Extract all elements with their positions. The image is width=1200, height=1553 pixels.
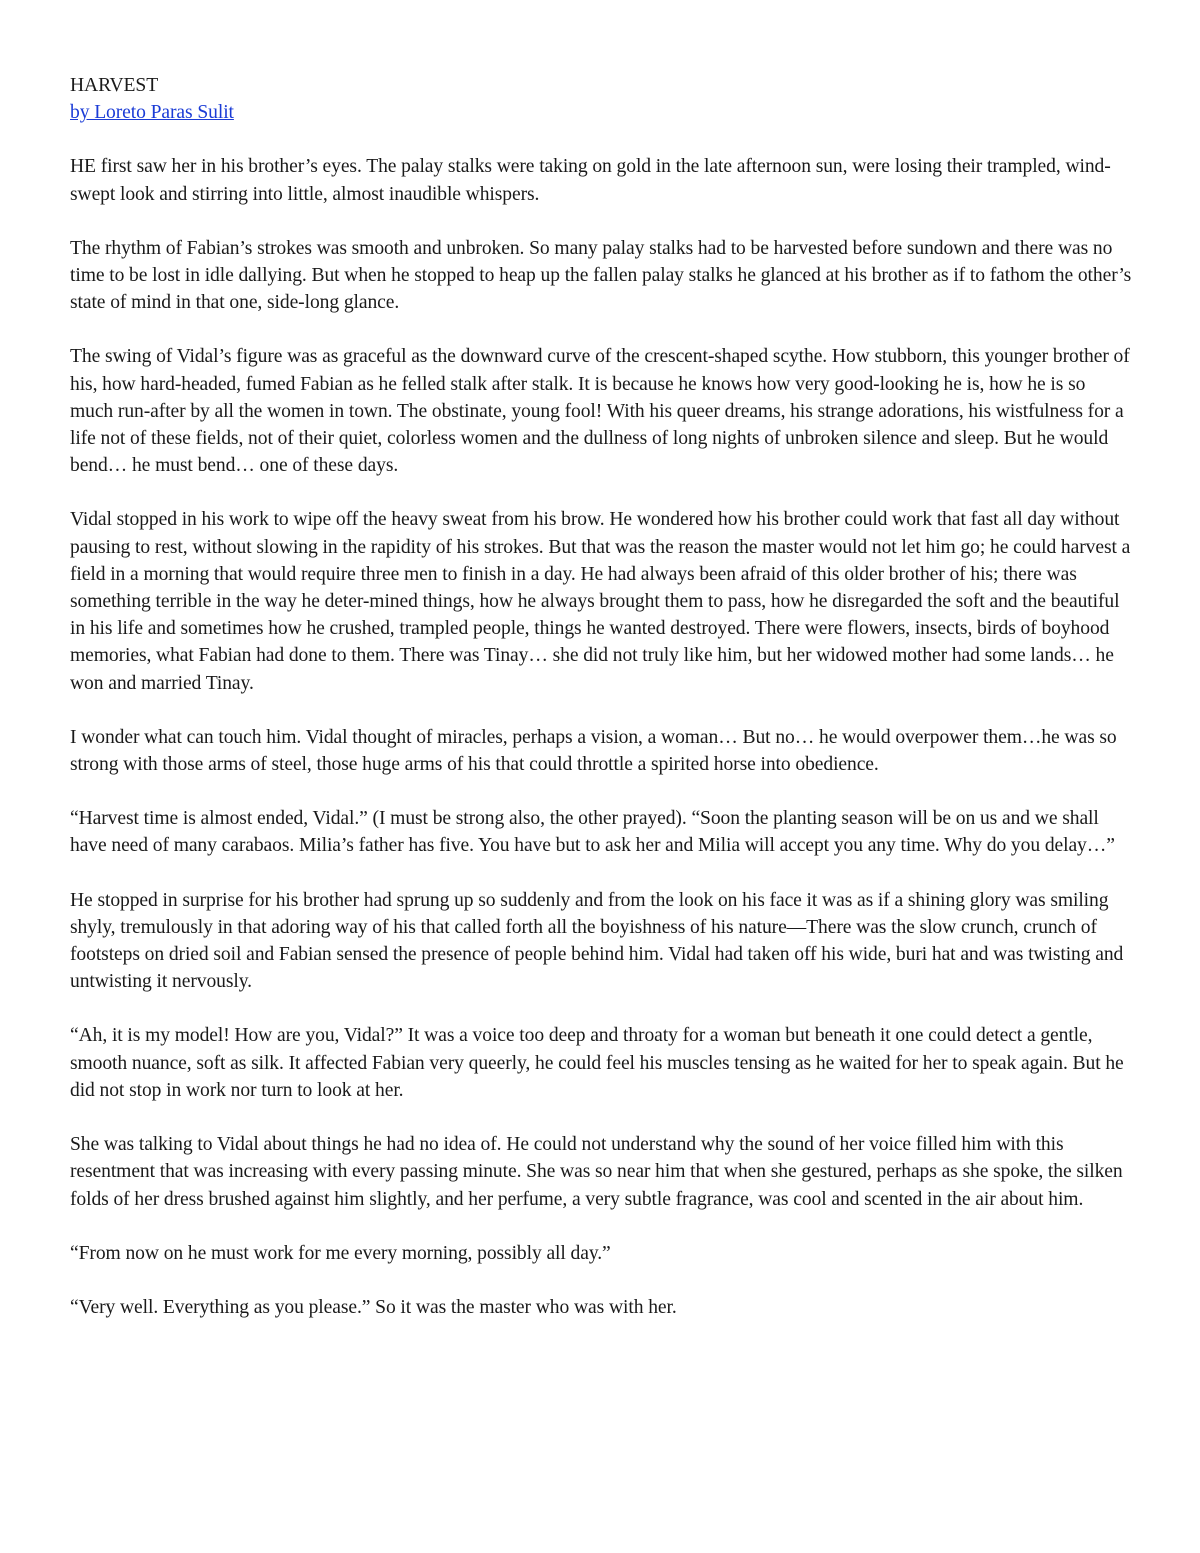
- byline: [70, 99, 1132, 126]
- document-page: [70, 72, 1132, 1348]
- paragraph-5: I wonder what can touch him. Vidal thought of miracles, perhaps a vision, a woman… But no… he would overpower them…he was so strong with those arms of steel, those huge arms of his that could throttle a spirited horse into obedience.: [70, 726, 1117, 776]
- paragraph-10: “From now on he must work for me every morning, possibly all day.”: [70, 1242, 611, 1264]
- paragraph-3: The swing of Vidal’s figure was as graceful as the downward curve of the crescent-shaped scythe. How stubborn, this younger brother of his, how hard-headed, fumed Fabian as he felled stalk after stalk. It is because he knows how very good-looking he is, how he is so much run-after by all the women in town. The obstinate, young fool! With his queer dreams, his strange adorations, his wistfulness for a life not of these fields, not of their quiet, colorless women and the dullness of long nights of unbroken silence and sleep. But he would bend… he must bend… one of these days.: [70, 346, 1130, 477]
- paragraph-1: HE first saw her in his brother’s eyes. The palay stalks were taking on gold in the late afternoon sun, were losing their trampled, wind-swept look and stirring into little, almost inaudible whispers.: [70, 156, 1111, 205]
- story-title: HARVEST: [70, 75, 159, 96]
- paragraph-8: “Ah, it is my model! How are you, Vidal?” It was a voice too deep and throaty for a woman but beneath it one could detect a gentle, smooth nuance, soft as silk. It affected Fabian very queerly, he could feel his muscles tensing as he waited for her to speak again. But he did not stop in work nor turn to look at her.: [70, 1025, 1124, 1101]
- paragraph-2: The rhythm of Fabian’s strokes was smooth and unbroken. So many palay stalks had to be harvested before sundown and there was no time to be lost in idle dallying. But when he stopped to heap up the fallen palay stalks he glanced at his brother as if to fathom the other’s state of mind in that one, side-long glance.: [70, 237, 1132, 314]
- paragraph-6: “Harvest time is almost ended, Vidal.” (I must be strong also, the other prayed). “Soon the planting season will be on us and we shall have need of many carabaos. Milia’s father has five. You have but to ask her and Milia will accept you any time. Why do you delay…”: [70, 808, 1115, 857]
- paragraph-11: “Very well. Everything as you please.” So it was the master who was with her.: [70, 1296, 677, 1318]
- author-link[interactable]: by Loreto Paras Sulit: [70, 102, 234, 124]
- paragraph-4: Vidal stopped in his work to wipe off the heavy sweat from his brow. He wondered how his brother could work that fast all day without pausing to rest, without slowing in the rapidity of his strokes. But that was the reason the master would not let him go; he could harvest a field in a morning that would require three men to finish in a day. He had always been afraid of this older brother of his; there was something terrible in the way he deter-mined things, how he always brought them to pass, how he disregarded the soft and the beautiful in his life and sometimes how he crushed, trampled people, things he wanted destroyed. There were flowers, insects, birds of boyhood memories, what Fabian had done to them. There was Tinay… she did not truly like him, but her widowed mother had some lands… he won and married Tinay.: [70, 509, 1131, 694]
- paragraph-9: She was talking to Vidal about things he had no idea of. He could not understand why the sound of her voice filled him with this resentment that was increasing with every passing minute. She was so near him that when she gestured, perhaps as she spoke, the silken folds of her dress brushed against him slightly, and her perfume, a very subtle fragrance, was cool and scented in the air about him.: [70, 1134, 1123, 1210]
- paragraph-7: He stopped in surprise for his brother had sprung up so suddenly and from the look on his face it was as if a shining glory was smiling shyly, tremulously in that adoring way of his that called forth all the boyishness of his nature—There was the slow crunch, crunch of footsteps on dried soil and Fabian sensed the presence of people behind him. Vidal had taken off his wide, buri hat and was twisting and untwisting it nervously.: [70, 889, 1124, 993]
